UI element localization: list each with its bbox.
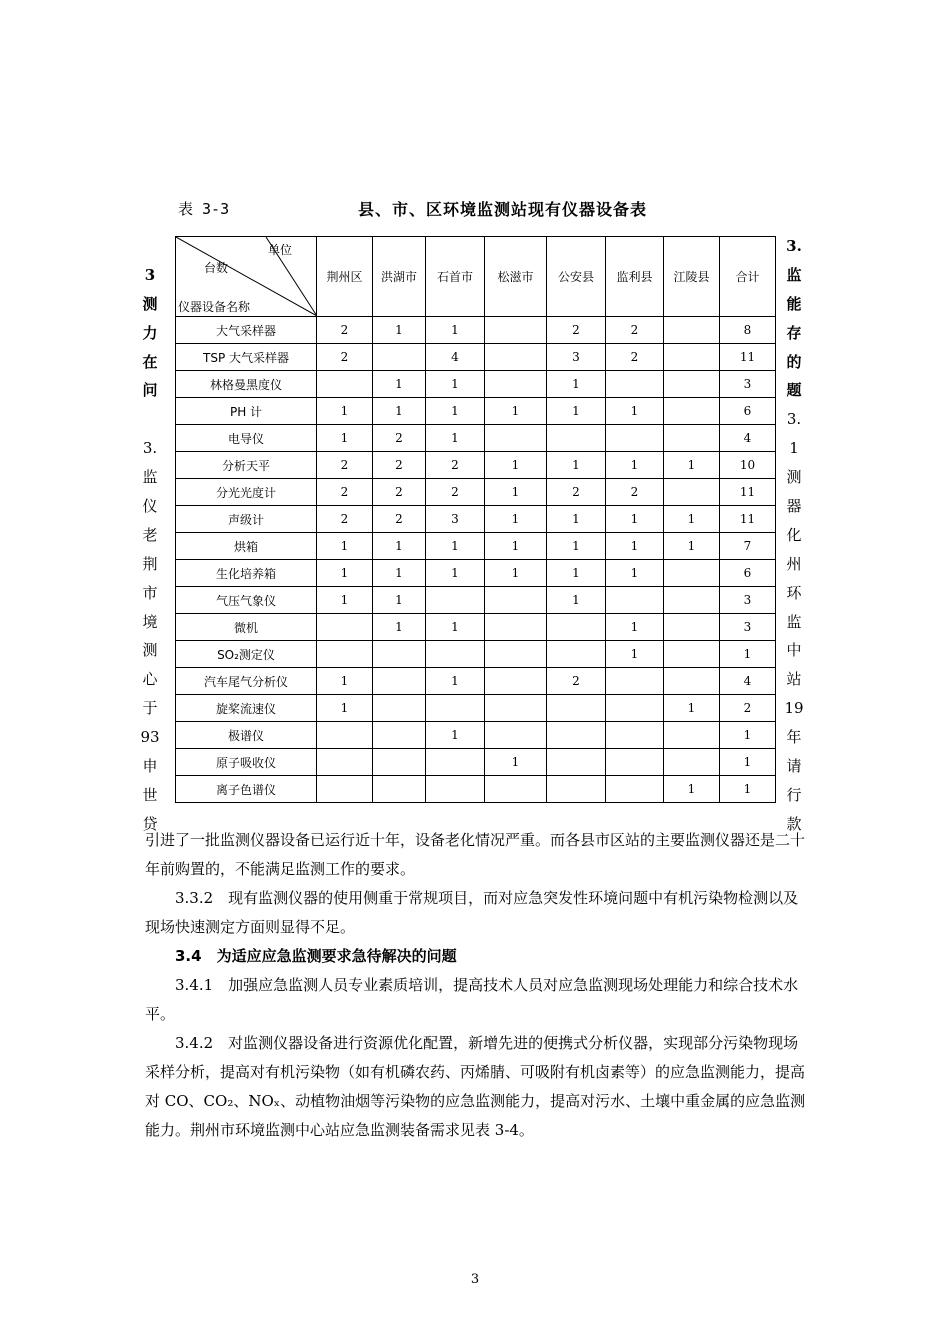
count-cell <box>317 722 373 749</box>
count-cell: 1 <box>426 560 485 587</box>
count-cell <box>664 425 720 452</box>
count-cell: 1 <box>426 371 485 398</box>
instrument-name-cell: 旋桨流速仪 <box>176 695 317 722</box>
count-cell: 1 <box>547 587 606 614</box>
count-cell: 1 <box>606 452 664 479</box>
corner-unit-label: 单位 <box>268 243 293 257</box>
count-cell: 1 <box>485 506 547 533</box>
count-cell <box>606 371 664 398</box>
count-cell: 1 <box>426 668 485 695</box>
count-cell: 10 <box>720 452 776 479</box>
count-cell <box>426 749 485 776</box>
count-cell: 3 <box>426 506 485 533</box>
column-header: 合计 <box>720 237 776 317</box>
corner-count-label: 台数 <box>204 261 229 275</box>
count-cell <box>373 695 426 722</box>
table-row <box>176 749 776 776</box>
count-cell: 6 <box>720 398 776 425</box>
instrument-name-cell: 分光光度计 <box>176 479 317 506</box>
table-row <box>176 371 776 398</box>
count-cell <box>373 344 426 371</box>
count-cell: 1 <box>373 614 426 641</box>
count-cell: 1 <box>606 560 664 587</box>
count-cell <box>547 749 606 776</box>
margin-char: 于 <box>142 699 158 718</box>
table-row <box>176 722 776 749</box>
count-cell <box>664 371 720 398</box>
count-cell <box>606 722 664 749</box>
count-cell <box>485 695 547 722</box>
count-cell <box>485 614 547 641</box>
count-cell: 1 <box>720 776 776 803</box>
count-cell <box>547 614 606 641</box>
count-cell: 2 <box>426 452 485 479</box>
instrument-name-cell: SO₂测定仪 <box>176 641 317 668</box>
count-cell: 1 <box>317 398 373 425</box>
count-cell <box>547 425 606 452</box>
count-cell <box>664 344 720 371</box>
count-cell <box>664 317 720 344</box>
count-cell <box>664 614 720 641</box>
margin-char: 19 <box>784 699 804 718</box>
count-cell: 7 <box>720 533 776 560</box>
margin-char <box>137 405 163 434</box>
count-cell: 1 <box>720 641 776 668</box>
count-cell: 8 <box>720 317 776 344</box>
margin-char: 监 <box>142 468 158 487</box>
instrument-name-cell: 原子吸收仪 <box>176 749 317 776</box>
count-cell: 1 <box>720 749 776 776</box>
count-cell: 3 <box>547 344 606 371</box>
count-cell <box>664 587 720 614</box>
count-cell <box>317 749 373 776</box>
count-cell <box>664 479 720 506</box>
count-cell: 1 <box>426 722 485 749</box>
body-text <box>145 826 807 1145</box>
count-cell <box>485 371 547 398</box>
count-cell: 2 <box>373 479 426 506</box>
count-cell: 1 <box>547 506 606 533</box>
count-cell: 1 <box>547 560 606 587</box>
count-cell <box>485 722 547 749</box>
count-cell <box>664 398 720 425</box>
paragraph-3-4-2: 3.4.2 对监测仪器设备进行资源优化配置，新增先进的便携式分析仪器，实现部分污染物现场采样分析，提高对有机污染物（如有机磷农药、丙烯腈、可吸附有机卤素等）的应急监测能力，提高对 CO、CO₂、NOₓ、动植物油烟等污染物的应急监测能力，提高对污水、土壤中重金属的应急监测能力。荆州市环境监测中心站应急监测装备需求见表 3-4。 <box>145 1034 806 1139</box>
margin-char: 境 <box>142 612 158 631</box>
count-cell <box>606 587 664 614</box>
count-cell: 2 <box>606 344 664 371</box>
margin-char: 化 <box>786 525 802 544</box>
count-cell <box>426 776 485 803</box>
margin-char: 心 <box>142 670 158 689</box>
count-cell <box>317 614 373 641</box>
count-cell <box>664 641 720 668</box>
count-cell: 1 <box>317 695 373 722</box>
count-cell: 2 <box>317 452 373 479</box>
count-cell <box>373 776 426 803</box>
instrument-name-cell: 分析天平 <box>176 452 317 479</box>
margin-char: 申 <box>142 757 158 776</box>
count-cell <box>373 722 426 749</box>
margin-char: 3. <box>786 410 802 429</box>
margin-char: 器 <box>786 497 802 516</box>
page-number: 3 <box>470 1272 480 1287</box>
count-cell <box>485 641 547 668</box>
count-cell: 1 <box>485 533 547 560</box>
instrument-name-cell: 林格曼黑度仪 <box>176 371 317 398</box>
count-cell <box>606 776 664 803</box>
count-cell <box>606 749 664 776</box>
margin-char: 州 <box>786 554 802 573</box>
margin-char: 1 <box>789 439 799 458</box>
count-cell: 1 <box>485 398 547 425</box>
count-cell <box>664 668 720 695</box>
count-cell <box>606 695 664 722</box>
margin-char: 力 <box>142 323 158 342</box>
count-cell: 3 <box>720 371 776 398</box>
paragraph-continued: 引进了一批监测仪器设备已运行近十年，设备老化情况严重。而各县市区站的主要监测仪器还是二十年前购置的，不能满足监测工作的要求。 <box>145 831 806 878</box>
count-cell: 6 <box>720 560 776 587</box>
table-caption-title: 县、市、区环境监测站现有仪器设备表 <box>358 200 648 219</box>
column-header: 荆州区 <box>317 237 373 317</box>
margin-char: 存 <box>786 323 802 342</box>
count-cell: 1 <box>485 749 547 776</box>
count-cell <box>485 668 547 695</box>
margin-char: 的 <box>786 352 802 371</box>
count-cell <box>547 695 606 722</box>
count-cell <box>373 749 426 776</box>
equipment-table <box>175 236 776 803</box>
margin-char: 3 <box>144 265 156 284</box>
count-cell <box>485 317 547 344</box>
count-cell <box>547 641 606 668</box>
margin-char: 站 <box>786 670 802 689</box>
count-cell <box>317 641 373 668</box>
margin-char: 款 <box>786 814 802 833</box>
count-cell: 1 <box>606 398 664 425</box>
count-cell <box>317 371 373 398</box>
count-cell: 1 <box>664 533 720 560</box>
count-cell: 2 <box>373 425 426 452</box>
margin-char: 测 <box>142 641 158 660</box>
count-cell: 1 <box>317 560 373 587</box>
count-cell: 1 <box>606 506 664 533</box>
count-cell: 1 <box>373 317 426 344</box>
count-cell: 1 <box>606 614 664 641</box>
table-row <box>176 587 776 614</box>
count-cell: 1 <box>426 614 485 641</box>
instrument-name-cell: 大气采样器 <box>176 317 317 344</box>
count-cell: 1 <box>485 452 547 479</box>
column-header: 石首市 <box>426 237 485 317</box>
count-cell: 2 <box>317 317 373 344</box>
margin-char: 93 <box>140 728 160 747</box>
margin-char: 荆 <box>142 554 158 573</box>
table-row <box>176 506 776 533</box>
instrument-name-cell: 离子色谱仪 <box>176 776 317 803</box>
count-cell: 1 <box>664 776 720 803</box>
table-row <box>176 614 776 641</box>
count-cell: 3 <box>720 587 776 614</box>
table-row <box>176 641 776 668</box>
count-cell: 2 <box>317 506 373 533</box>
margin-char: 测 <box>142 294 158 313</box>
count-cell: 1 <box>606 533 664 560</box>
table-row <box>176 425 776 452</box>
margin-char: 老 <box>142 525 158 544</box>
paragraph-3-4-1: 3.4.1 加强应急监测人员专业素质培训，提高技术人员对应急监测现场处理能力和综合技术水平。 <box>145 976 799 1023</box>
count-cell: 1 <box>485 560 547 587</box>
left-margin-text <box>137 232 163 839</box>
count-cell: 1 <box>373 560 426 587</box>
column-header: 洪湖市 <box>373 237 426 317</box>
count-cell: 4 <box>426 344 485 371</box>
column-header: 江陵县 <box>664 237 720 317</box>
count-cell: 2 <box>317 479 373 506</box>
table-row <box>176 479 776 506</box>
count-cell <box>664 749 720 776</box>
instrument-name-cell: 声级计 <box>176 506 317 533</box>
count-cell: 1 <box>664 695 720 722</box>
column-header: 公安县 <box>547 237 606 317</box>
margin-char: 世 <box>142 785 158 804</box>
column-header: 监利县 <box>606 237 664 317</box>
instrument-name-cell: 烘箱 <box>176 533 317 560</box>
count-cell: 2 <box>373 506 426 533</box>
table-caption-label: 表 3-3 <box>178 200 230 218</box>
margin-char: 能 <box>786 294 802 313</box>
count-cell: 2 <box>426 479 485 506</box>
section-heading-3-4: 3.4 为适应应急监测要求急待解决的问题 <box>175 947 457 965</box>
count-cell <box>317 776 373 803</box>
margin-char: 监 <box>786 612 802 631</box>
count-cell: 1 <box>426 425 485 452</box>
count-cell: 1 <box>485 479 547 506</box>
count-cell: 2 <box>606 317 664 344</box>
table-row <box>176 695 776 722</box>
table-row <box>176 452 776 479</box>
margin-char: 测 <box>786 468 802 487</box>
count-cell: 1 <box>317 533 373 560</box>
count-cell: 1 <box>547 452 606 479</box>
count-cell: 3 <box>720 614 776 641</box>
table-row <box>176 668 776 695</box>
table-corner-cell <box>176 237 317 317</box>
table-row <box>176 398 776 425</box>
count-cell <box>606 668 664 695</box>
count-cell <box>485 587 547 614</box>
instrument-name-cell: 电导仪 <box>176 425 317 452</box>
count-cell: 2 <box>317 344 373 371</box>
count-cell: 1 <box>426 398 485 425</box>
count-cell: 1 <box>664 452 720 479</box>
count-cell: 1 <box>373 533 426 560</box>
count-cell: 1 <box>720 722 776 749</box>
count-cell: 1 <box>547 398 606 425</box>
table-row <box>176 560 776 587</box>
count-cell: 1 <box>426 533 485 560</box>
margin-char: 请 <box>786 757 802 776</box>
margin-char: 3. <box>786 237 802 255</box>
instrument-name-cell: 极谱仪 <box>176 722 317 749</box>
instrument-name-cell: 气压气象仪 <box>176 587 317 614</box>
count-cell: 1 <box>547 533 606 560</box>
count-cell <box>485 344 547 371</box>
margin-char: 环 <box>786 583 802 602</box>
table-row <box>176 533 776 560</box>
count-cell: 4 <box>720 668 776 695</box>
margin-char: 在 <box>142 352 158 371</box>
corner-name-label: 仪器设备名称 <box>178 300 251 314</box>
count-cell <box>485 776 547 803</box>
count-cell: 4 <box>720 425 776 452</box>
count-cell: 2 <box>606 479 664 506</box>
count-cell: 1 <box>373 587 426 614</box>
table-header-row <box>176 237 776 317</box>
margin-char: 3. <box>142 439 158 458</box>
count-cell: 1 <box>317 425 373 452</box>
count-cell: 11 <box>720 479 776 506</box>
count-cell <box>606 425 664 452</box>
margin-char: 中 <box>786 641 802 660</box>
count-cell: 2 <box>373 452 426 479</box>
count-cell <box>373 641 426 668</box>
instrument-name-cell: 汽车尾气分析仪 <box>176 668 317 695</box>
margin-char: 行 <box>786 785 802 804</box>
margin-char: 市 <box>142 583 158 602</box>
count-cell: 1 <box>373 398 426 425</box>
count-cell: 1 <box>606 641 664 668</box>
count-cell: 1 <box>547 371 606 398</box>
margin-char: 题 <box>786 381 802 400</box>
count-cell <box>664 722 720 749</box>
count-cell <box>664 560 720 587</box>
margin-char: 问 <box>142 381 158 400</box>
instrument-name-cell: 微机 <box>176 614 317 641</box>
count-cell <box>547 722 606 749</box>
count-cell <box>426 695 485 722</box>
count-cell <box>485 425 547 452</box>
margin-char: 年 <box>786 728 802 747</box>
count-cell <box>373 668 426 695</box>
instrument-name-cell: PH 计 <box>176 398 317 425</box>
right-margin-text <box>781 232 807 839</box>
count-cell <box>547 776 606 803</box>
count-cell <box>426 641 485 668</box>
count-cell: 1 <box>317 668 373 695</box>
table-row <box>176 344 776 371</box>
count-cell: 1 <box>426 317 485 344</box>
count-cell <box>426 587 485 614</box>
count-cell: 1 <box>664 506 720 533</box>
table-row <box>176 776 776 803</box>
count-cell: 2 <box>547 479 606 506</box>
margin-char <box>137 232 163 261</box>
column-header: 松滋市 <box>485 237 547 317</box>
margin-char: 监 <box>786 265 802 284</box>
count-cell: 2 <box>547 317 606 344</box>
margin-char: 仪 <box>142 497 158 516</box>
table-row <box>176 317 776 344</box>
count-cell: 2 <box>720 695 776 722</box>
instrument-name-cell: TSP 大气采样器 <box>176 344 317 371</box>
count-cell: 1 <box>317 587 373 614</box>
paragraph-3-3-2: 3.3.2 现有监测仪器的使用侧重于常规项目，而对应急突发性环境问题中有机污染物检测以及现场快速测定方面则显得不足。 <box>145 889 799 936</box>
count-cell: 1 <box>373 371 426 398</box>
count-cell: 2 <box>547 668 606 695</box>
count-cell: 11 <box>720 344 776 371</box>
count-cell: 11 <box>720 506 776 533</box>
margin-char: 贷 <box>142 814 158 833</box>
instrument-name-cell: 生化培养箱 <box>176 560 317 587</box>
